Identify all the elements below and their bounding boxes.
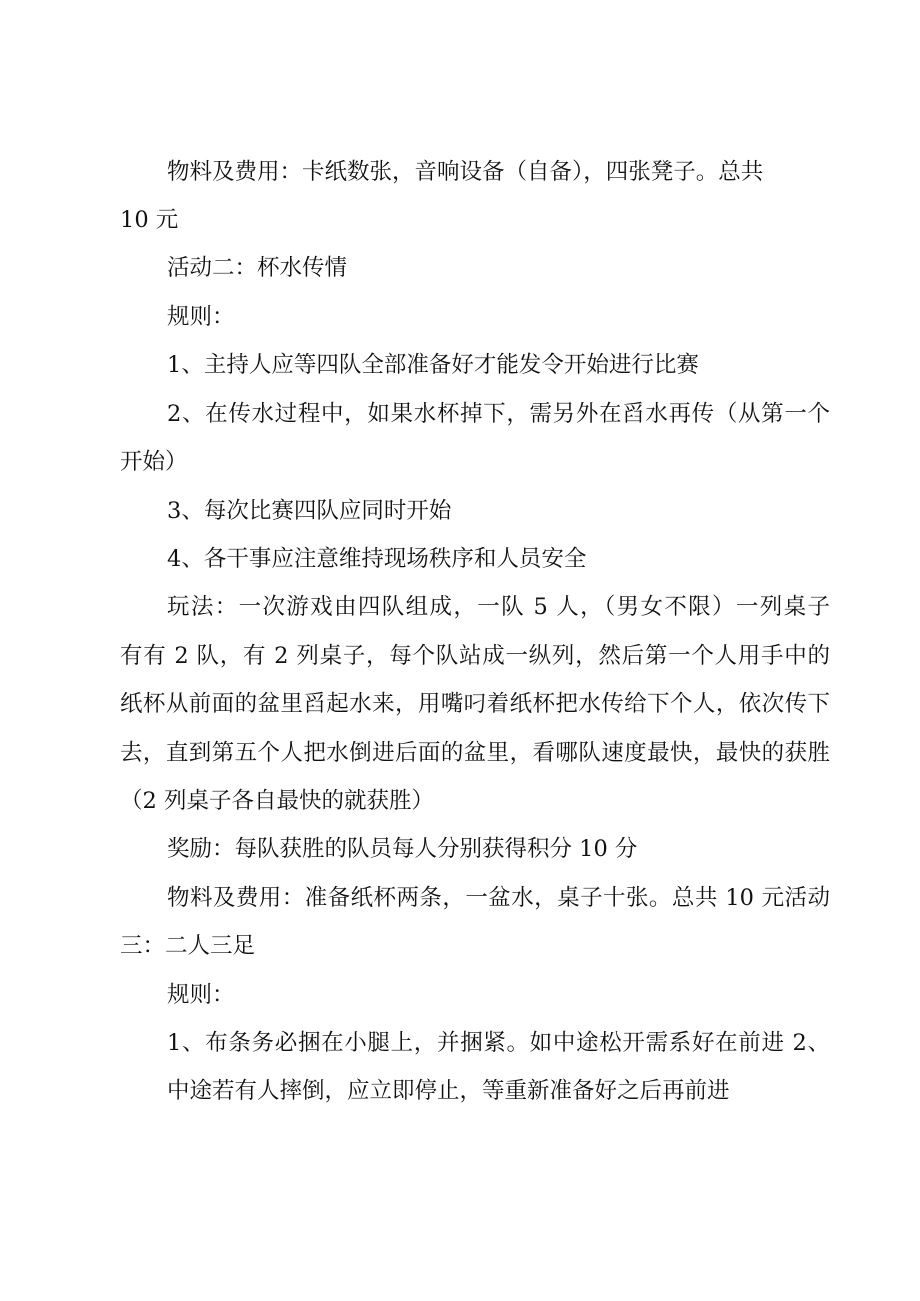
text-line-materials-2: 物料及费用：准备纸杯两条，一盆水，桌子十张。总共 10 元活动 [167, 885, 830, 911]
gameplay-line-4: 去，直到第五个人把水倒进后面的盆里，看哪队速度最快，最快的获胜 [120, 740, 830, 766]
rules-label-1: 规则： [167, 304, 235, 330]
text-line-cost-1: 10 元 [120, 207, 179, 233]
text-line-materials-1: 物料及费用：卡纸数张，音响设备（自备），四张凳子。总共 [167, 159, 764, 185]
rule-item-3-2: 中途若有人摔倒，应立即停止，等重新准备好之后再前进 [167, 1078, 730, 1104]
rule-item-1: 1、主持人应等四队全部准备好才能发令开始进行比赛 [167, 352, 699, 378]
rule-item-3-1: 1、布条务必捆在小腿上，并捆紧。如中途松开需系好在前进 2、 [167, 1030, 830, 1056]
rules-label-2: 规则： [167, 982, 235, 1008]
rule-item-3: 3、每次比赛四队应同时开始 [167, 498, 452, 524]
rule-item-2: 2、在传水过程中，如果水杯掉下，需另外在舀水再传（从第一个 [167, 401, 830, 427]
activity-heading-3: 三：二人三足 [120, 933, 256, 959]
reward-line: 奖励：每队获胜的队员每人分别获得积分 10 分 [167, 836, 638, 862]
gameplay-line-1: 玩法：一次游戏由四队组成，一队 5 人，（男女不限）一列桌子 [167, 594, 830, 620]
gameplay-line-3: 纸杯从前面的盆里舀起水来，用嘴叼着纸杯把水传给下个人，依次传下 [120, 691, 830, 717]
gameplay-line-2: 有有 2 队，有 2 列桌子，每个队站成一纵列，然后第一个人用手中的 [120, 643, 830, 669]
gameplay-line-5: （2 列桌子各自最快的就获胜） [120, 788, 434, 814]
rule-item-4: 4、各干事应注意维持现场秩序和人员安全 [167, 546, 587, 572]
rule-item-2-cont: 开始） [120, 449, 188, 475]
activity-heading-2: 活动二：杯水传情 [167, 255, 348, 281]
